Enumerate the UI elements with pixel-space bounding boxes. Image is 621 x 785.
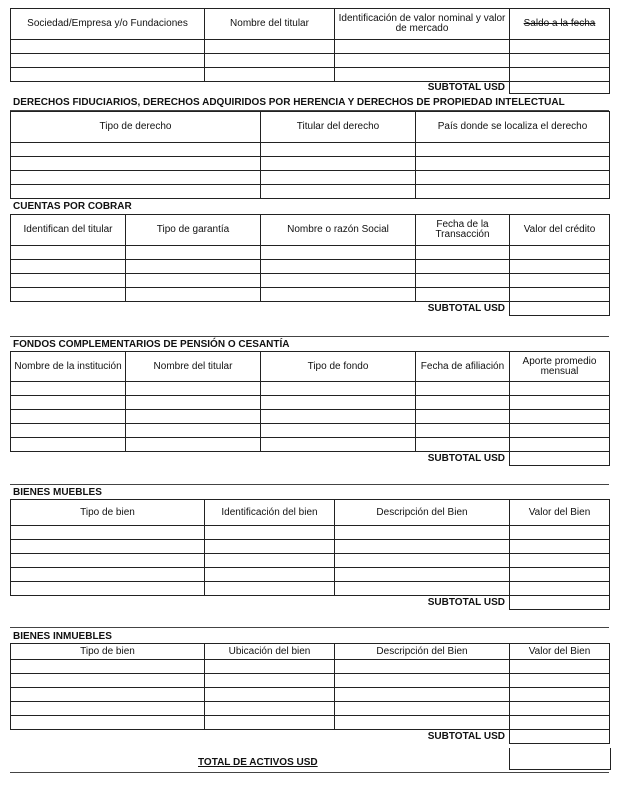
table-cell[interactable]	[11, 246, 126, 260]
table-cell[interactable]	[416, 424, 510, 438]
table-cell[interactable]	[510, 716, 610, 730]
col-header: Identificación de valor nominal y valor de mercado	[335, 9, 510, 40]
table-cell[interactable]	[261, 185, 416, 199]
section-title: CUENTAS POR COBRAR	[13, 201, 132, 212]
table-cell[interactable]	[11, 660, 205, 674]
table-cell[interactable]	[261, 410, 416, 424]
table-cell[interactable]	[335, 688, 510, 702]
table-cell[interactable]	[261, 274, 416, 288]
table-cell[interactable]	[335, 554, 510, 568]
table-cell[interactable]	[335, 716, 510, 730]
table-cell[interactable]	[335, 674, 510, 688]
table-cell[interactable]	[11, 674, 205, 688]
table-cell[interactable]	[11, 688, 205, 702]
table-cell[interactable]	[261, 396, 416, 410]
table-cell[interactable]	[416, 185, 610, 199]
table-cell[interactable]	[205, 660, 335, 674]
table-cell[interactable]	[510, 540, 610, 554]
table-cell[interactable]	[261, 424, 416, 438]
table-cell[interactable]	[261, 143, 416, 157]
table-cell[interactable]	[126, 260, 261, 274]
col-header: Identificación del bien	[205, 500, 335, 526]
col-header: Nombre del titular	[126, 352, 261, 382]
table-cell[interactable]	[335, 660, 510, 674]
total-assets-value[interactable]	[509, 748, 611, 770]
subtotal-value[interactable]	[510, 82, 610, 94]
table-cell[interactable]	[416, 157, 610, 171]
table-cell[interactable]	[261, 157, 416, 171]
section-title: FONDOS COMPLEMENTARIOS DE PENSIÓN O CESANTÍA	[13, 339, 290, 350]
table-cell[interactable]	[126, 274, 261, 288]
table-cell[interactable]	[510, 288, 610, 302]
col-header: Valor del Bien	[510, 644, 610, 660]
table-cell[interactable]	[416, 396, 510, 410]
table-cell[interactable]	[126, 246, 261, 260]
table-cell[interactable]	[510, 702, 610, 716]
table-cell[interactable]	[126, 438, 261, 452]
table-cell[interactable]	[510, 274, 610, 288]
table-cell[interactable]	[335, 54, 510, 68]
table-cell[interactable]	[11, 438, 126, 452]
table-cell[interactable]	[11, 171, 261, 185]
table-cell[interactable]	[205, 688, 335, 702]
table-cell[interactable]	[205, 716, 335, 730]
table-cell[interactable]	[126, 424, 261, 438]
table-cell[interactable]	[11, 382, 126, 396]
table-cell[interactable]	[416, 143, 610, 157]
table-cell[interactable]	[205, 702, 335, 716]
subtotal-label: SUBTOTAL USD	[427, 81, 505, 93]
col-header: Tipo de bien	[11, 500, 205, 526]
table-cell[interactable]	[510, 554, 610, 568]
table-cell[interactable]	[11, 568, 205, 582]
col-header: Fecha de la Transacción	[416, 215, 510, 246]
col-header: Descripción del Bien	[335, 644, 510, 660]
subtotal-label: SUBTOTAL USD	[427, 730, 505, 742]
table-cell[interactable]	[205, 40, 335, 54]
table-cell[interactable]	[11, 540, 205, 554]
table-cell[interactable]	[416, 438, 510, 452]
table-cell[interactable]	[11, 54, 205, 68]
table-cell[interactable]	[510, 410, 610, 424]
table-cell[interactable]	[510, 438, 610, 452]
table-cell[interactable]	[11, 582, 205, 596]
table-cell[interactable]	[261, 171, 416, 185]
table-cell[interactable]	[416, 171, 610, 185]
table-cell[interactable]	[205, 54, 335, 68]
col-header: Nombre o razón Social	[261, 215, 416, 246]
table-cell[interactable]	[11, 554, 205, 568]
col-header: Tipo de derecho	[11, 112, 261, 143]
table-cell[interactable]	[416, 288, 510, 302]
col-header: Fecha de afiliación	[416, 352, 510, 382]
table-cell[interactable]	[510, 260, 610, 274]
subtotal-value[interactable]	[510, 730, 610, 744]
divider	[10, 336, 609, 337]
table-cell[interactable]	[11, 526, 205, 540]
table-cell[interactable]	[510, 526, 610, 540]
table-cell[interactable]	[205, 540, 335, 554]
inmuebles-table	[10, 643, 610, 744]
table-cell[interactable]	[11, 157, 261, 171]
divider	[10, 772, 609, 773]
col-header: Sociedad/Empresa y/o Fundaciones	[11, 9, 205, 40]
table-cell[interactable]	[11, 185, 261, 199]
table-cell[interactable]	[510, 40, 610, 54]
table-cell[interactable]	[11, 702, 205, 716]
table-cell[interactable]	[261, 438, 416, 452]
col-header: Valor del crédito	[510, 215, 610, 246]
section-title: BIENES INMUEBLES	[13, 631, 112, 642]
table-cell[interactable]	[335, 582, 510, 596]
table-cell[interactable]	[205, 554, 335, 568]
table-cell[interactable]	[335, 40, 510, 54]
table-cell[interactable]	[11, 143, 261, 157]
table-cell[interactable]	[416, 246, 510, 260]
table-cell[interactable]	[416, 274, 510, 288]
table-cell[interactable]	[11, 424, 126, 438]
table-cell[interactable]	[335, 702, 510, 716]
table-cell[interactable]	[261, 246, 416, 260]
table-cell[interactable]	[416, 382, 510, 396]
subtotal-value[interactable]	[510, 302, 610, 316]
table-cell[interactable]	[510, 688, 610, 702]
table-cell[interactable]	[126, 382, 261, 396]
table-cell[interactable]	[11, 410, 126, 424]
derechos-table	[10, 111, 610, 199]
muebles-table	[10, 499, 610, 610]
table-cell[interactable]	[261, 382, 416, 396]
table-cell[interactable]	[205, 582, 335, 596]
table-cell[interactable]	[126, 288, 261, 302]
table-cell[interactable]	[11, 288, 126, 302]
col-header: Saldo a la fecha	[510, 9, 610, 40]
table-cell[interactable]	[510, 674, 610, 688]
table-cell[interactable]	[510, 424, 610, 438]
table-cell[interactable]	[416, 410, 510, 424]
col-header: Ubicación del bien	[205, 644, 335, 660]
table-cell[interactable]	[11, 40, 205, 54]
table-cell[interactable]	[11, 274, 126, 288]
divider	[10, 627, 609, 628]
subtotal-label: SUBTOTAL USD	[427, 452, 505, 464]
col-header: Valor del Bien	[510, 500, 610, 526]
table-cell[interactable]	[11, 716, 205, 730]
cuentas-table	[10, 214, 610, 316]
subtotal-value[interactable]	[510, 452, 610, 466]
col-header: Titular del derecho	[261, 112, 416, 143]
section-title: DERECHOS FIDUCIARIOS, DERECHOS ADQUIRIDOS POR HERENCIA Y DERECHOS DE PROPIEDAD INTELECTUAL	[13, 97, 565, 108]
table-cell[interactable]	[205, 68, 335, 82]
divider	[10, 484, 609, 485]
table-cell[interactable]	[510, 582, 610, 596]
table-cell[interactable]	[261, 288, 416, 302]
table-cell[interactable]	[126, 396, 261, 410]
table-cell[interactable]	[335, 568, 510, 582]
col-header: Tipo de fondo	[261, 352, 416, 382]
subtotal-value[interactable]	[510, 596, 610, 610]
table-cell[interactable]	[510, 382, 610, 396]
total-assets-label: TOTAL DE ACTIVOS USD	[198, 757, 318, 768]
col-header: Nombre del titular	[205, 9, 335, 40]
sociedades-table	[10, 8, 610, 94]
fondos-table	[10, 351, 610, 466]
table-cell[interactable]	[11, 396, 126, 410]
table-cell[interactable]	[510, 660, 610, 674]
table-cell[interactable]	[335, 526, 510, 540]
col-header: Nombre de la institución	[11, 352, 126, 382]
col-header: País donde se localiza el derecho	[416, 112, 610, 143]
table-cell[interactable]	[261, 260, 416, 274]
table-cell[interactable]	[510, 396, 610, 410]
table-cell[interactable]	[335, 540, 510, 554]
table-cell[interactable]	[510, 568, 610, 582]
table-cell[interactable]	[11, 68, 205, 82]
col-header: Descripción del Bien	[335, 500, 510, 526]
subtotal-label: SUBTOTAL USD	[427, 302, 505, 314]
col-header: Tipo de garantía	[126, 215, 261, 246]
table-cell[interactable]	[205, 674, 335, 688]
table-cell[interactable]	[11, 260, 126, 274]
col-header: Identifican del titular	[11, 215, 126, 246]
table-cell[interactable]	[510, 68, 610, 82]
section-title: BIENES MUEBLES	[13, 487, 102, 498]
col-header: Aporte promedio mensual	[510, 352, 610, 382]
table-cell[interactable]	[510, 54, 610, 68]
table-cell[interactable]	[205, 568, 335, 582]
table-cell[interactable]	[510, 246, 610, 260]
table-cell[interactable]	[416, 260, 510, 274]
table-cell[interactable]	[126, 410, 261, 424]
table-cell[interactable]	[335, 68, 510, 82]
col-header: Tipo de bien	[11, 644, 205, 660]
table-cell[interactable]	[205, 526, 335, 540]
subtotal-label: SUBTOTAL USD	[427, 596, 505, 608]
